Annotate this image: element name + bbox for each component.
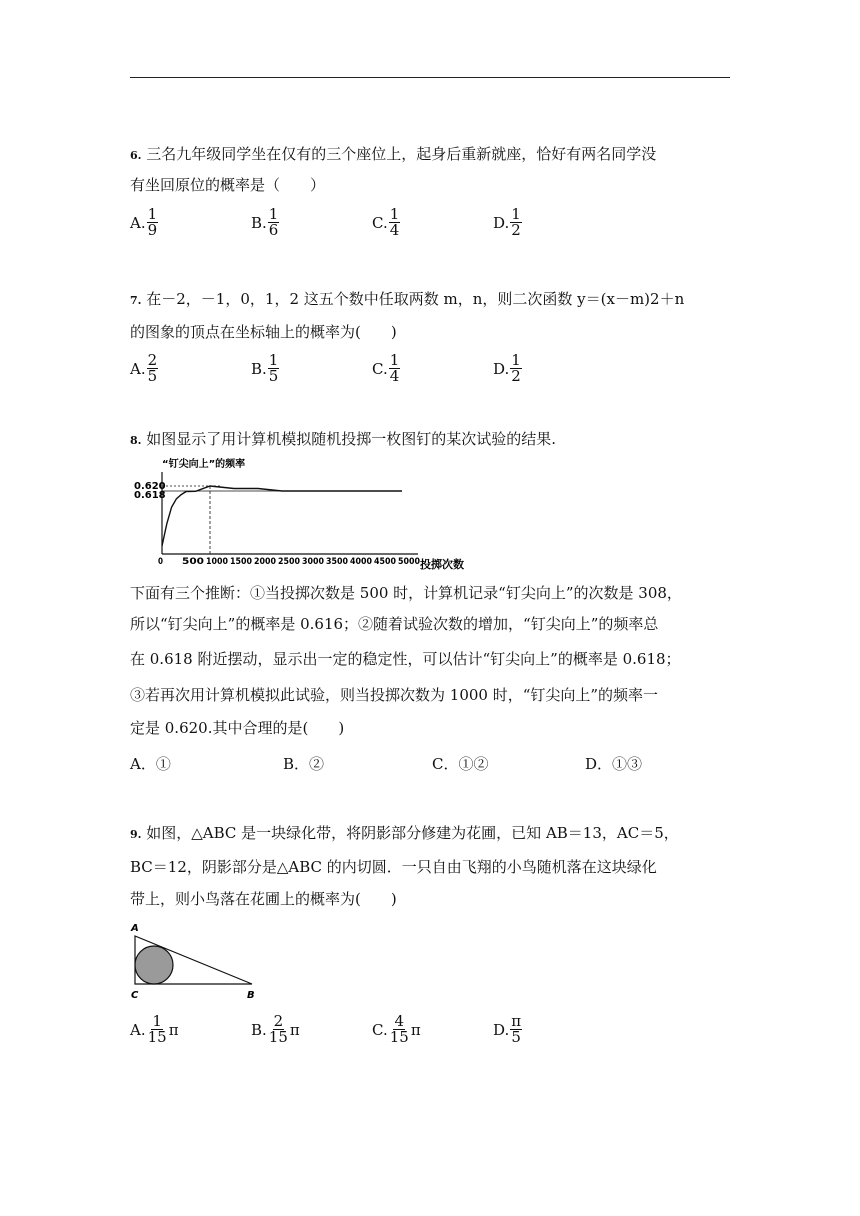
q9-option-c[interactable]: C. $\frac{4}{15}$ π bbox=[372, 1012, 421, 1046]
q8-intro: 8. 如图显示了用计算机模拟随机投掷一枚图钉的某次试验的结果. bbox=[130, 430, 557, 448]
q6-option-c[interactable]: C. $\frac{1}{4}$ bbox=[372, 205, 400, 239]
q7-line1: 7. 在－2，－1，0，1，2 这五个数中任取两数 m，n，则二次函数 y＝(x－m)2＋n bbox=[130, 290, 685, 308]
x-tick-label: 4500 bbox=[374, 557, 396, 567]
x-tick-label: 3000 bbox=[302, 557, 324, 567]
triangle-figure bbox=[128, 920, 268, 1004]
q8-option-d[interactable]: D．①③ bbox=[585, 755, 643, 773]
x-tick-label: 0 bbox=[158, 557, 163, 567]
q8-option-b[interactable]: B．② bbox=[283, 755, 325, 773]
q6-number: 6. bbox=[130, 149, 142, 162]
q9-option-b[interactable]: B. $\frac{2}{15}$ π bbox=[251, 1012, 300, 1046]
q6-line1: 6. 三名九年级同学坐在仅有的三个座位上，起身后重新就座，恰好有两名同学没 bbox=[130, 145, 657, 163]
q8-para-3: 在 0.618 附近摆动，显示出一定的稳定性，可以估计“钉尖向上”的概率是 0.618； bbox=[130, 650, 681, 668]
q8-para-5: 定是 0.620.其中合理的是( ) bbox=[130, 719, 345, 737]
q6-line2: 有坐回原位的概率是（ ） bbox=[130, 176, 326, 194]
x-tick-label: 3500 bbox=[326, 557, 348, 567]
chart-title: “钉尖向上”的频率 bbox=[162, 459, 246, 470]
q9-option-d[interactable]: D. $\frac{\pi}{5}$ bbox=[493, 1012, 522, 1046]
q9-line2: BC＝12，阴影部分是△ABC 的内切圆．一只自由飞翔的小鸟随机落在这块绿化 bbox=[130, 858, 657, 876]
q7-line2: 的图象的顶点在坐标轴上的概率为( ) bbox=[130, 323, 397, 341]
x-axis-label: 投掷次数 bbox=[420, 558, 464, 571]
x-tick-label: 500 bbox=[182, 557, 204, 567]
incircle bbox=[135, 946, 173, 984]
frequency-chart bbox=[134, 456, 480, 572]
q9-line3: 带上，则小鸟落在花圃上的概率为( ) bbox=[130, 890, 397, 908]
q8-para-2: 所以“钉尖向上”的概率是 0.616；②随着试验次数的增加，“钉尖向上”的频率总 bbox=[130, 615, 659, 633]
q8-number: 8. bbox=[130, 434, 142, 447]
q9-option-a[interactable]: A. $\frac{1}{15}$ π bbox=[130, 1012, 179, 1046]
x-tick-label: 5000 bbox=[398, 557, 420, 567]
vertex-c-label: C bbox=[131, 990, 139, 1001]
q6-option-b[interactable]: B. $\frac{1}{6}$ bbox=[251, 205, 279, 239]
x-tick-label: 4000 bbox=[350, 557, 372, 567]
q6-option-a[interactable]: A. $\frac{1}{9}$ bbox=[130, 205, 158, 239]
q6-option-d[interactable]: D. $\frac{1}{2}$ bbox=[493, 205, 521, 239]
q8-option-c[interactable]: C．①② bbox=[432, 755, 489, 773]
q9-number: 9. bbox=[130, 828, 142, 841]
y-tick-0618: 0.618 bbox=[134, 490, 166, 501]
header-rule bbox=[130, 77, 730, 78]
q9-line1: 9. 如图，△ABC 是一块绿化带，将阴影部分修建为花圃，已知 AB＝13，AC＝5， bbox=[130, 824, 679, 842]
vertex-b-label: B bbox=[247, 990, 255, 1001]
q8-para-1: 下面有三个推断：①当投掷次数是 500 时，计算机记录“钉尖向上”的次数是 308， bbox=[130, 584, 682, 602]
q7-option-a[interactable]: A. $\frac{2}{5}$ bbox=[130, 351, 158, 385]
x-tick-label: 2500 bbox=[278, 557, 300, 567]
frequency-line bbox=[162, 486, 402, 546]
x-tick-label: 2000 bbox=[254, 557, 276, 567]
q7-option-c[interactable]: C. $\frac{1}{4}$ bbox=[372, 351, 400, 385]
x-tick-label: 1500 bbox=[230, 557, 252, 567]
vertex-a-label: A bbox=[131, 923, 139, 934]
q7-number: 7. bbox=[130, 294, 142, 307]
q7-option-d[interactable]: D. $\frac{1}{2}$ bbox=[493, 351, 521, 385]
y-tick-0620: 0.620 bbox=[134, 481, 166, 492]
x-tick-label: 1000 bbox=[206, 557, 228, 567]
q7-option-b[interactable]: B. $\frac{1}{5}$ bbox=[251, 351, 279, 385]
q8-option-a[interactable]: A．① bbox=[130, 755, 171, 773]
q8-para-4: ③若再次用计算机模拟此试验，则当投掷次数为 1000 时，“钉尖向上”的频率一 bbox=[130, 686, 659, 704]
